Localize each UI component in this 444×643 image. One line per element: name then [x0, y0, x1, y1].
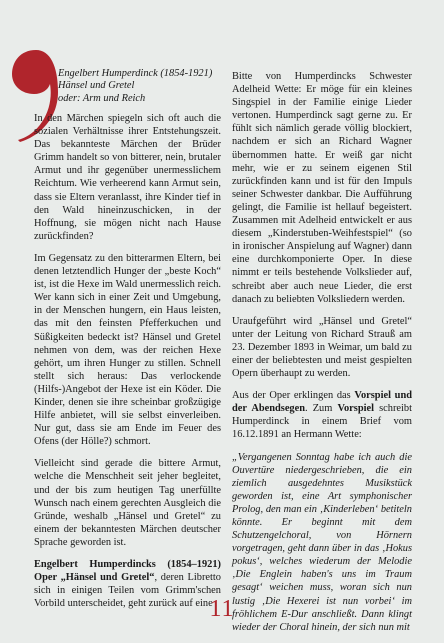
left-column: [34, 112, 221, 619]
right-column: [232, 70, 412, 643]
header-subtitle: oder: Arm und Reich: [58, 92, 146, 104]
paragraph-text: . Zum: [305, 403, 338, 415]
paragraph: Vielleicht sind gerade die bittere Armut, welche die Menschheit seit jeher begleitet, und der bis zum heutigen Tag unerfüllte Wunsch nach einem gerechten Ausgleich die Gründe, weshalb „Hänsel und Gretel“ zu einem der bekanntesten Märchen deutscher Sprache geworden ist.: [34, 458, 221, 548]
paragraph-text: , deren Libretto sich in einigen Teilen vom Grimm'schen Vorbild unterscheidet, geht zurück auf eine: [34, 572, 222, 610]
paragraph: Uraufgeführt wird „Hänsel und Gretel“ unter der Leitung von Richard Strauß am 23. Dezember 1893 in Weimar, um bald zu einer der beliebtesten und meist gespielten Opern überhaupt zu werden.: [232, 315, 412, 380]
paragraph: In den Märchen spiegeln sich oft auch die sozialen Verhältnisse ihrer Entstehungszeit. Das bekannteste Märchen der Brüder Grimm handelt so von bitterer, nein, brutaler Armut und ihr gegenüber unermesslichem Reichtum. Wie verheerend kann Armut sein, dass sie Eltern veranlasst, ihre Kinder tief in den Wald hineinzuschicken, in der Hoffnung, sie mögen nicht nach Hause zurückfinden?: [34, 113, 221, 242]
vorspiel-label: Vorspiel: [337, 403, 375, 415]
page-number: 11: [209, 596, 235, 622]
paragraph: Im Gegensatz zu den bitterarmen Eltern, bei denen letztendlich Hunger der „beste Koch“ ist, ist die Hexe im Wald unermesslich reich. Wer kann sich in einer Zeit und Umgebung, in der Menschen hungern, ein Haus leisten, das mit den feinsten Pfefferkuchen und Süßigkeiten bedeckt ist? Hänsel und Gretel nehmen von dem, was der reichen Hexe gehört, um ihren Hunger zu stillen. Schnell stellt sich heraus: Das verlockende (Hilfs-)Angebot der Hexe ist ein Köder. Die Kinder, denen sie ihre scheinbar großzügige Hilfe anbietet, will sie selbst einverleiben. Nur gut, dass sie am Ende im Feuer des Ofens (der Hölle?) schmort.: [34, 252, 221, 448]
header-title: Hänsel und Gretel: [58, 80, 135, 92]
paragraph: Bitte von Humperdincks Schwester Adelheid Wette: Er möge für ein kleines Singspiel in der Familie einige Lieder vertonen. Humperdinck sagt gerne zu. Er fühlt sich nämlich gerade völlig blockiert, nachdem er sich an Richard Wagner übernommen hatte. Er weiß gar nicht mehr, wie er zu seinem eigenen Stil zurückfinden kann und ist für den Impuls seiner Schwester dankbar. Die Aufführung gelingt, die Familie ist hellauf begeistert. Zusammen mit Adelheid entwickelt er aus diesem „Kinderstuben-Weihfestspiel“ (so in ironischer Anspielung auf Wagner) dann eine durchkomponierte Oper. In diese nimmt er teils bestehende Volkslieder auf, schreibt aber auch neue Lieder, die erst danach zu beliebten Volksliedern werden.: [232, 71, 412, 305]
vorspiel-heading: Vorspiel und der Abendsegen: [232, 390, 413, 415]
paragraph-text: Aus der Oper erklingen das: [232, 390, 355, 402]
letter-quote: „Vergangenen Sonntag habe ich auch die Ouvertüre niedergeschrieben, die ein ziemlich ausgedehntes Musikstück geworden ist, eine Art symphonischer Prolog, den man ein ‚Kinderleben‘ betiteln könnte. Er beginnt mit dem Schutzengelchoral, von Hörnern vorgetragen, geht dann über in das ‚Hokus pokus‘, welches wiederum der Melodie ‚Die Englein haben's uns im Traum gesagt‘ weichen muss, woran sich nun lustig ‚Die Hexerei ist nun vorbei‘ im fröhlichem E-Dur anschließt. Dann klingt wieder der Choral hinein, der sich nun mit: [232, 451, 412, 633]
article-header: [58, 68, 228, 105]
opera-heading: Engelbert Humperdincks (1854–1921) Oper „Hänsel und Gretel“: [34, 559, 221, 584]
header-composer: Engelbert Humperdinck (1854-1921): [58, 68, 213, 79]
paragraph-text: schreibt Humperdinck in einem Brief vom 16.12.1891 an Hermann Wette:: [232, 403, 412, 441]
paragraph: [232, 389, 412, 441]
